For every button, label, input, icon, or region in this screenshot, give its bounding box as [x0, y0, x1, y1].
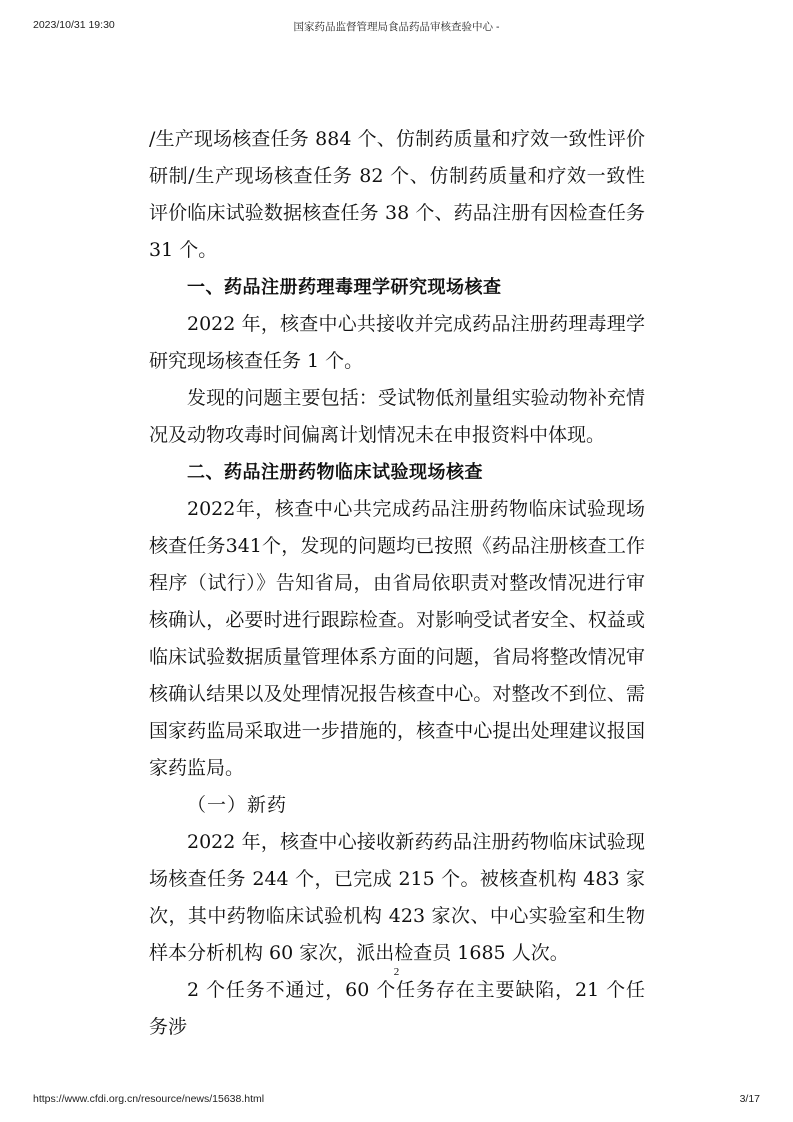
- paragraph-new-drug-tasks: 2022 年，核查中心接收新药药品注册药物临床试验现场核查任务 244 个，已完成 215 个。被核查机构 483 家次，其中药物临床试验机构 423 家次、中心实验室和生物样本分析机构 60 家次，派出检查员 1685 人次。: [149, 831, 645, 964]
- paragraph-clinical-trial-overview: 2022年，核查中心共完成药品注册药物临床试验现场核查任务341个，发现的问题均已按照《药品注册核查工作程序（试行）》告知省局，由省局依职责对整改情况进行审核确认，必要时进行跟踪检查。对影响受试者安全、权益或临床试验数据质量管理体系方面的问题，省局将整改情况审核确认结果以及处理情况报告核查中心。对整改不到位、需国家药监局采取进一步措施的，核查中心提出处理建议报国家药监局。: [149, 498, 645, 779]
- subsection-heading-new-drug: （一）新药: [187, 794, 288, 816]
- print-page-count: 3/17: [739, 1093, 760, 1105]
- paragraph-continuation: /生产现场核查任务 884 个、仿制药质量和疗效一致性评价研制/生产现场核查任务 82 个、仿制药质量和疗效一致性评价临床试验数据核查任务 38 个、药品注册有因检查任务 31 个。: [149, 128, 645, 261]
- print-url: https://www.cfdi.org.cn/resource/news/15638.html: [33, 1093, 265, 1105]
- print-datetime: 2023/10/31 19:30: [33, 19, 115, 31]
- document-body: [149, 121, 645, 1046]
- paragraph-new-drug-results: 2 个任务不通过，60 个任务存在主要缺陷，21 个任务涉: [149, 979, 645, 1038]
- paragraph-pharmacology-tasks: 2022 年，核查中心共接收并完成药品注册药理毒理学研究现场核查任务 1 个。: [149, 313, 645, 372]
- section-heading-clinical-trial: 二、药品注册药物临床试验现场核查: [187, 462, 483, 483]
- document-page-number: 2: [393, 966, 400, 978]
- print-page-title: 国家药品监督管理局食品药品审核查验中心 -: [293, 21, 500, 33]
- section-heading-pharmacology: 一、药品注册药理毒理学研究现场核查: [187, 277, 502, 298]
- paragraph-pharmacology-findings: 发现的问题主要包括：受试物低剂量组实验动物补充情况及动物攻毒时间偏离计划情况未在申报资料中体现。: [149, 387, 645, 446]
